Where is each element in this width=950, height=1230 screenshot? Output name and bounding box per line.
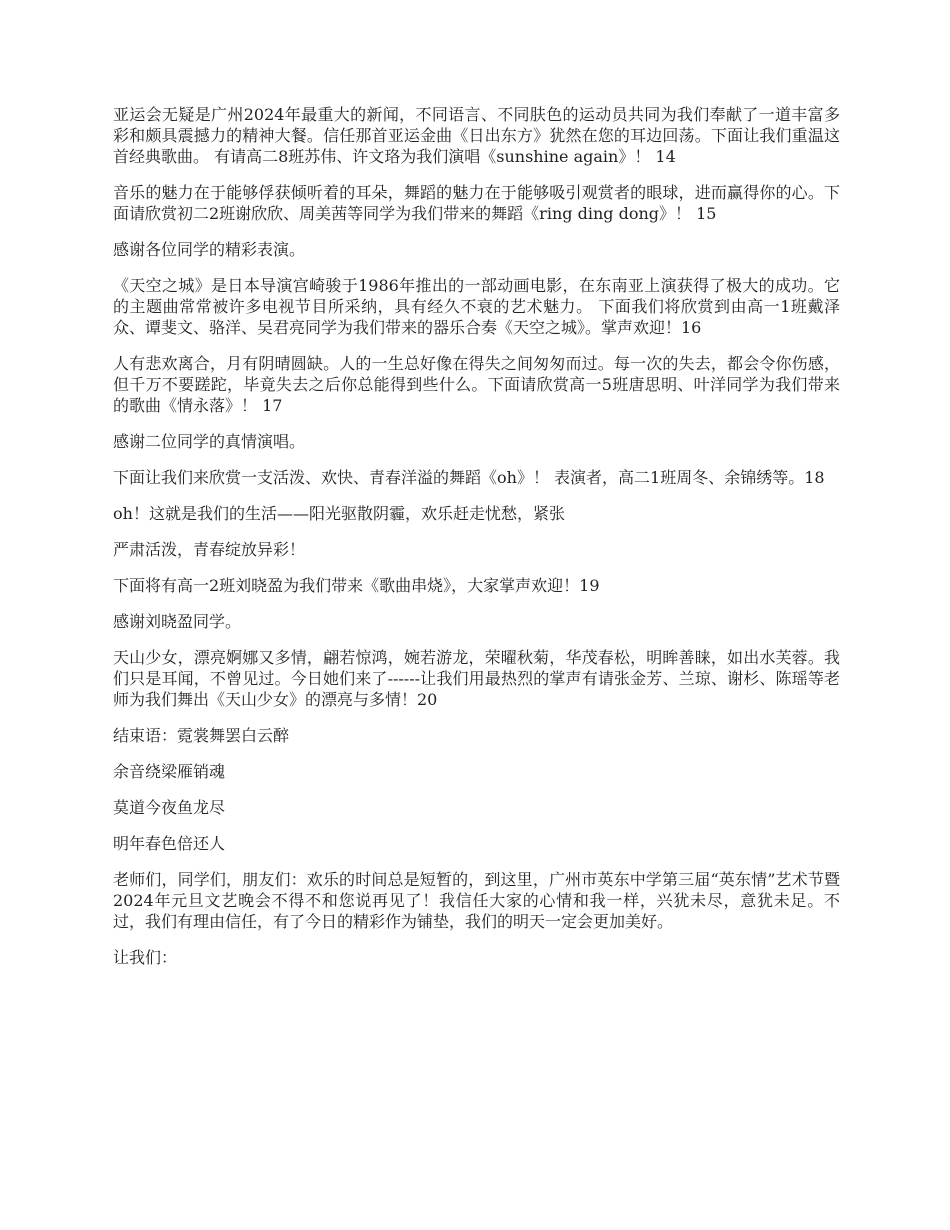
paragraph-thanks-duo: 感谢二位同学的真情演唱。	[113, 432, 306, 451]
paragraph-ring-ding-dong: 音乐的魅力在于能够俘获倾听着的耳朵，舞蹈的魅力在于能够吸引观赏者的眼球，进而赢得你的心。下面请欣赏初二2班谢欣欣、周美茜等同学为我们带来的舞蹈《ring ding dong》！ 15	[113, 183, 840, 223]
paragraph-thanks-all: 感谢各位同学的精彩表演。	[113, 240, 306, 259]
paragraph-closing-line-1: 结束语：霓裳舞罢白云醉	[113, 726, 290, 745]
paragraph-closing-line-2: 余音绕梁雁销魂	[113, 762, 226, 781]
paragraph-oh-dance: 下面让我们来欣赏一支活泼、欢快、青春洋溢的舞蹈《oh》！ 表演者，高二1班周冬、余锦绣等。18	[113, 468, 825, 487]
paragraph-closing-line-4: 明年春色倍还人	[113, 834, 226, 853]
paragraph-youth: 严肃活泼，青春绽放异彩！	[113, 540, 306, 559]
paragraph-farewell: 老师们，同学们，朋友们：欢乐的时间总是短暂的，到这里，广州市英东中学第三届“英东情”艺术节暨2024年元旦文艺晚会不得不和您说再见了！我信任大家的心情和我一样，兴犹未尽，意犹未足。不过，我们有理由信任，有了今日的精彩作为铺垫，我们的明天一定会更加美好。	[113, 870, 840, 931]
paragraph-tianshan-girl: 天山少女，漂亮婀娜又多情，翩若惊鸿，婉若游龙，荣曜秋菊，华茂春松，明眸善睐，如出水芙蓉。我们只是耳闻，不曾见过。今日她们来了------让我们用最热烈的掌声有请张金芳、兰琼、谢杉、陈瑶等老师为我们舞出《天山少女》的漂亮与多情！20	[113, 648, 840, 709]
paragraph-qing-yong-luo: 人有悲欢离合，月有阴晴圆缺。人的一生总好像在得失之间匆匆而过。每一次的失去，都会令你伤感，但千万不要蹉跎，毕竟失去之后你总能得到些什么。下面请欣赏高一5班唐思明、叶洋同学为我们带来的歌曲《情永落》！ 17	[113, 354, 840, 415]
paragraph-thanks-liu: 感谢刘晓盈同学。	[113, 612, 242, 631]
paragraph-oh-life: oh！这就是我们的生活——阳光驱散阴霾，欢乐赶走忧愁，紧张	[113, 504, 565, 523]
paragraph-closing-line-3: 莫道今夜鱼龙尽	[113, 798, 226, 817]
paragraph-let-us: 让我们：	[113, 948, 178, 967]
paragraph-song-medley: 下面将有高一2班刘晓盈为我们带来《歌曲串烧》，大家掌声欢迎！19	[113, 576, 600, 595]
paragraph-sunshine-again: 亚运会无疑是广州2024年最重大的新闻，不同语言、不同肤色的运动员共同为我们奉献了一道丰富多彩和颇具震撼力的精神大餐。信任那首亚运金曲《日出东方》犹然在您的耳边回荡。下面让我们重温这首经典歌曲。 有请高二8班苏伟、许文珞为我们演唱《sunshine again》！ 14	[113, 105, 840, 166]
paragraph-castle-in-sky: 《天空之城》是日本导演宫崎骏于1986年推出的一部动画电影，在东南亚上演获得了极大的成功。它的主题曲常常被许多电视节目所采纳，具有经久不衰的艺术魅力。 下面我们将欣赏到由高一1班戴泽众、谭斐文、骆洋、吴君亮同学为我们带来的器乐合奏《天空之城》。掌声欢迎！16	[113, 276, 840, 337]
document-page	[113, 104, 840, 983]
